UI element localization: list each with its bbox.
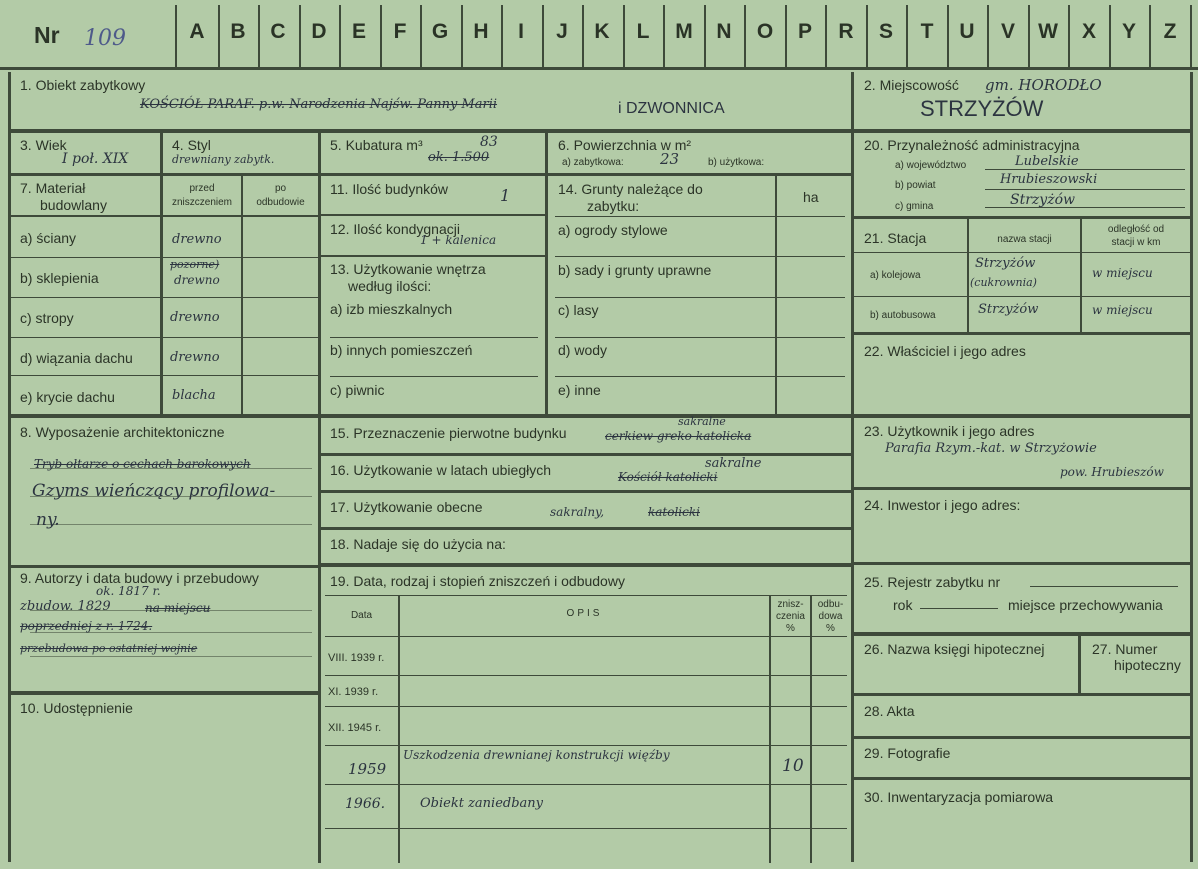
f19-row-date: VIII. 1939 r. (328, 652, 385, 664)
f7-col2-a: po (274, 183, 287, 194)
f2-value: STRZYŻÓW (920, 96, 1044, 121)
f21-b-label: b) autobusowa (870, 310, 936, 321)
f16-value: sakralne (705, 456, 762, 471)
f4-value: drewniany zabytk. (172, 153, 275, 166)
index-letter-f: F (393, 20, 407, 43)
f19-label: 19. Data, rodzaj i stopień zniszczeń i odbudowy (330, 573, 625, 589)
f21-b-distance: w miejscu (1092, 303, 1153, 317)
f23-value-2: pow. Hrubieszów (1060, 465, 1164, 479)
f13-a: a) izb mieszkalnych (330, 301, 453, 317)
f7-row-value: drewno (170, 350, 220, 365)
f9-struck-3: przebudowa po ostatniej wojnie (20, 642, 198, 655)
nr-value: 109 (84, 26, 126, 51)
f21-a-distance: w miejscu (1092, 266, 1153, 280)
f13-b: b) innych pomieszczeń (330, 342, 473, 358)
f14-d: d) wody (558, 342, 608, 358)
f19-row-zniszczenia: 10 (782, 756, 804, 776)
f9-struck-1: na miejscu (145, 601, 211, 615)
f1-value: i DZWONNICA (618, 100, 725, 117)
f19-col-o2: dowa (818, 611, 843, 622)
f29-label: 29. Fotografie (864, 745, 951, 761)
f7-row-label: d) wiązania dachu (20, 350, 133, 366)
f20-b-label: b) powiat (895, 180, 936, 191)
f14-label-1: 14. Grunty należące do (558, 181, 703, 197)
f14-e: e) inne (558, 382, 601, 398)
index-letter-x: X (1081, 20, 1096, 43)
f18-label: 18. Nadaje się do użycia na: (330, 536, 506, 552)
f3-label: 3. Wiek (20, 137, 67, 153)
index-letter-z: Z (1163, 20, 1177, 43)
f28-label: 28. Akta (864, 703, 915, 719)
f19-col-o3: % (826, 623, 835, 634)
index-letter-d: D (311, 20, 327, 43)
f21-a-label: a) kolejowa (870, 270, 921, 281)
f11-label: 11. Ilość budynków (330, 181, 449, 197)
f25-label: 25. Rejestr zabytku nr (864, 574, 1001, 590)
f20-a-value: Lubelskie (1015, 154, 1079, 169)
f1-struck-value: KOŚCIÓŁ PARAF. p.w. Narodzenia Najśw. Panny Marii (140, 97, 498, 112)
f23-label: 23. Użytkownik i jego adres (864, 423, 1035, 439)
f7-label-2: budowlany (40, 197, 107, 213)
f8-label: 8. Wyposażenie architektoniczne (20, 424, 225, 440)
index-letter-c: C (270, 20, 286, 43)
f19-col-o1: odbu- (817, 599, 844, 610)
f13-label-2: według ilości: (348, 278, 432, 294)
f17-value: sakralny, (550, 505, 605, 519)
f12-value: 1 + kalenica (420, 233, 497, 247)
f19-row-date: XII. 1945 r. (328, 722, 382, 734)
f11-value: 1 (500, 186, 511, 205)
f9-label: 9. Autorzy i data budowy i przebudowy (20, 570, 259, 586)
f20-label: 20. Przynależność administracyjna (864, 137, 1080, 153)
f19-row-date: 1966. (345, 796, 386, 812)
f14-label-2: zabytku: (587, 198, 640, 214)
f20-c-value: Strzyżów (1010, 192, 1075, 208)
f19-row-opis: Obiekt zaniedbany (420, 796, 543, 811)
f6-label: 6. Powierzchnia w m² (558, 137, 692, 153)
f1-label: 1. Obiekt zabytkowy (20, 77, 146, 93)
index-letter-h: H (473, 20, 489, 43)
index-letter-l: L (636, 20, 650, 43)
nr-label: Nr (34, 22, 60, 48)
f7-row-label: a) ściany (20, 230, 77, 246)
f6-a-value: 23 (660, 150, 680, 168)
f7-row-struck: pozorne) (170, 258, 220, 271)
f8-struck-value: Tryb ołtarze o cechach barokowych (34, 457, 251, 471)
f7-row-label: c) stropy (20, 310, 74, 326)
index-letter-p: P (797, 20, 812, 43)
f27-label-2: hipoteczny (1114, 657, 1181, 673)
index-letter-y: Y (1121, 20, 1136, 43)
f19-row-opis: Uszkodzenia drewnianej konstrukcji więźby (403, 748, 670, 762)
f19-col-opis: OPIS (566, 608, 603, 619)
index-letter-m: M (675, 20, 693, 43)
f19-col-date: Data (350, 610, 373, 621)
index-letter-g: G (431, 20, 449, 43)
f7-row-value: drewno (170, 310, 220, 325)
f19-col-z3: % (786, 623, 795, 634)
f2-label: 2. Miejscowość (864, 77, 959, 93)
f25-rok: rok (893, 597, 913, 613)
f3-value: I poł. XIX (62, 151, 129, 167)
f7-label-1: 7. Materiał (20, 180, 86, 196)
f21-col-dist-a: odległość od (1107, 224, 1165, 235)
f8-value-1: Gzyms wieńczący profilowa- (32, 481, 276, 501)
f21-col-dist-b: stacji w km (1111, 237, 1161, 248)
f21-label: 21. Stacja (864, 230, 927, 246)
index-letter-w: W (1038, 20, 1058, 43)
f21-col-name: nazwa stacji (997, 234, 1052, 245)
index-letter-t: T (920, 20, 934, 43)
f14-b: b) sady i grunty uprawne (558, 262, 712, 278)
f7-row-value: blacha (172, 388, 216, 403)
f5-label: 5. Kubatura m³ (330, 137, 423, 153)
f8-value-2: ny. (36, 510, 60, 530)
index-letter-v: V (1000, 20, 1015, 43)
index-letter-b: B (230, 20, 246, 43)
f16-struck-value: Kościół katolicki (618, 470, 718, 484)
f19-row-date: XI. 1939 r. (328, 686, 379, 698)
f9-value-1: zbudow. 1829 (20, 599, 111, 614)
index-letter-j: J (556, 20, 568, 43)
f20-b-value: Hrubieszowski (1000, 172, 1098, 187)
f5-value: 83 (480, 134, 498, 150)
f10-label: 10. Udostępnienie (20, 700, 133, 716)
f7-col1-b: zniszczeniem (171, 197, 233, 208)
f20-a-label: a) województwo (895, 160, 967, 171)
f14-a: a) ogrody stylowe (558, 222, 668, 238)
f15-label: 15. Przeznaczenie pierwotne budynku (330, 425, 567, 441)
index-letter-a: A (189, 20, 205, 43)
f19-col-z2: czenia (776, 611, 805, 622)
f27-label-1: 27. Numer (1092, 641, 1158, 657)
f7-row-label: e) krycie dachu (20, 389, 115, 405)
f6-a-label: a) zabytkowa: (562, 157, 624, 168)
f2-gmina: gm. HORODŁO (985, 76, 1102, 94)
f9-note: ok. 1817 r. (96, 584, 161, 598)
index-letter-n: N (716, 20, 732, 43)
f15-value: sakralne (678, 415, 726, 428)
f14-unit: ha (803, 189, 819, 205)
f7-row-value: drewno (174, 273, 220, 287)
f7-row-value: drewno (172, 232, 222, 247)
f17-struck-value: katolicki (648, 505, 700, 519)
index-letter-o: O (756, 20, 774, 43)
f14-c: c) lasy (558, 302, 599, 318)
index-letter-u: U (959, 20, 975, 43)
f19-row-date: 1959 (348, 760, 387, 778)
f22-label: 22. Właściciel i jego adres (864, 343, 1026, 359)
f15-struck-value: cerkiew greko-katolicka (605, 429, 752, 443)
f24-label: 24. Inwestor i jego adres: (864, 497, 1021, 513)
f23-value-1: Parafia Rzym.-kat. w Strzyżowie (885, 441, 1097, 456)
f9-struck-2: poprzedniej z r. 1724. (20, 619, 153, 633)
f12-label: 12. Ilość kondygnacji (330, 221, 460, 237)
f19-col-z1: znisz- (777, 599, 804, 610)
index-letter-k: K (594, 20, 610, 43)
f21-a-name: Strzyżów (975, 256, 1036, 271)
index-letter-e: E (351, 20, 366, 43)
f21-b-name: Strzyżów (978, 302, 1039, 317)
f6-b-label: b) użytkowa: (708, 157, 765, 168)
index-letter-i: I (518, 20, 524, 43)
f13-c: c) piwnic (330, 382, 385, 398)
f25-miejsce: miejsce przechowywania (1008, 597, 1163, 613)
f30-label: 30. Inwentaryzacja pomiarowa (864, 789, 1054, 805)
f16-label: 16. Użytkowanie w latach ubiegłych (330, 462, 552, 478)
f26-label: 26. Nazwa księgi hipotecznej (864, 641, 1045, 657)
f7-col1-a: przed (189, 183, 215, 194)
f13-label-1: 13. Użytkowanie wnętrza (330, 261, 486, 277)
f7-col2-b: odbudowie (256, 197, 305, 208)
f20-c-label: c) gmina (895, 201, 934, 212)
f17-label: 17. Użytkowanie obecne (330, 499, 483, 515)
index-letter-s: S (878, 20, 893, 43)
f5-struck-value: ok. 1.500 (428, 150, 490, 165)
index-letter-r: R (838, 20, 854, 43)
f7-row-label: b) sklepienia (20, 270, 99, 286)
f4-label: 4. Styl (172, 137, 211, 153)
f21-a-note: (cukrownia) (970, 276, 1037, 289)
